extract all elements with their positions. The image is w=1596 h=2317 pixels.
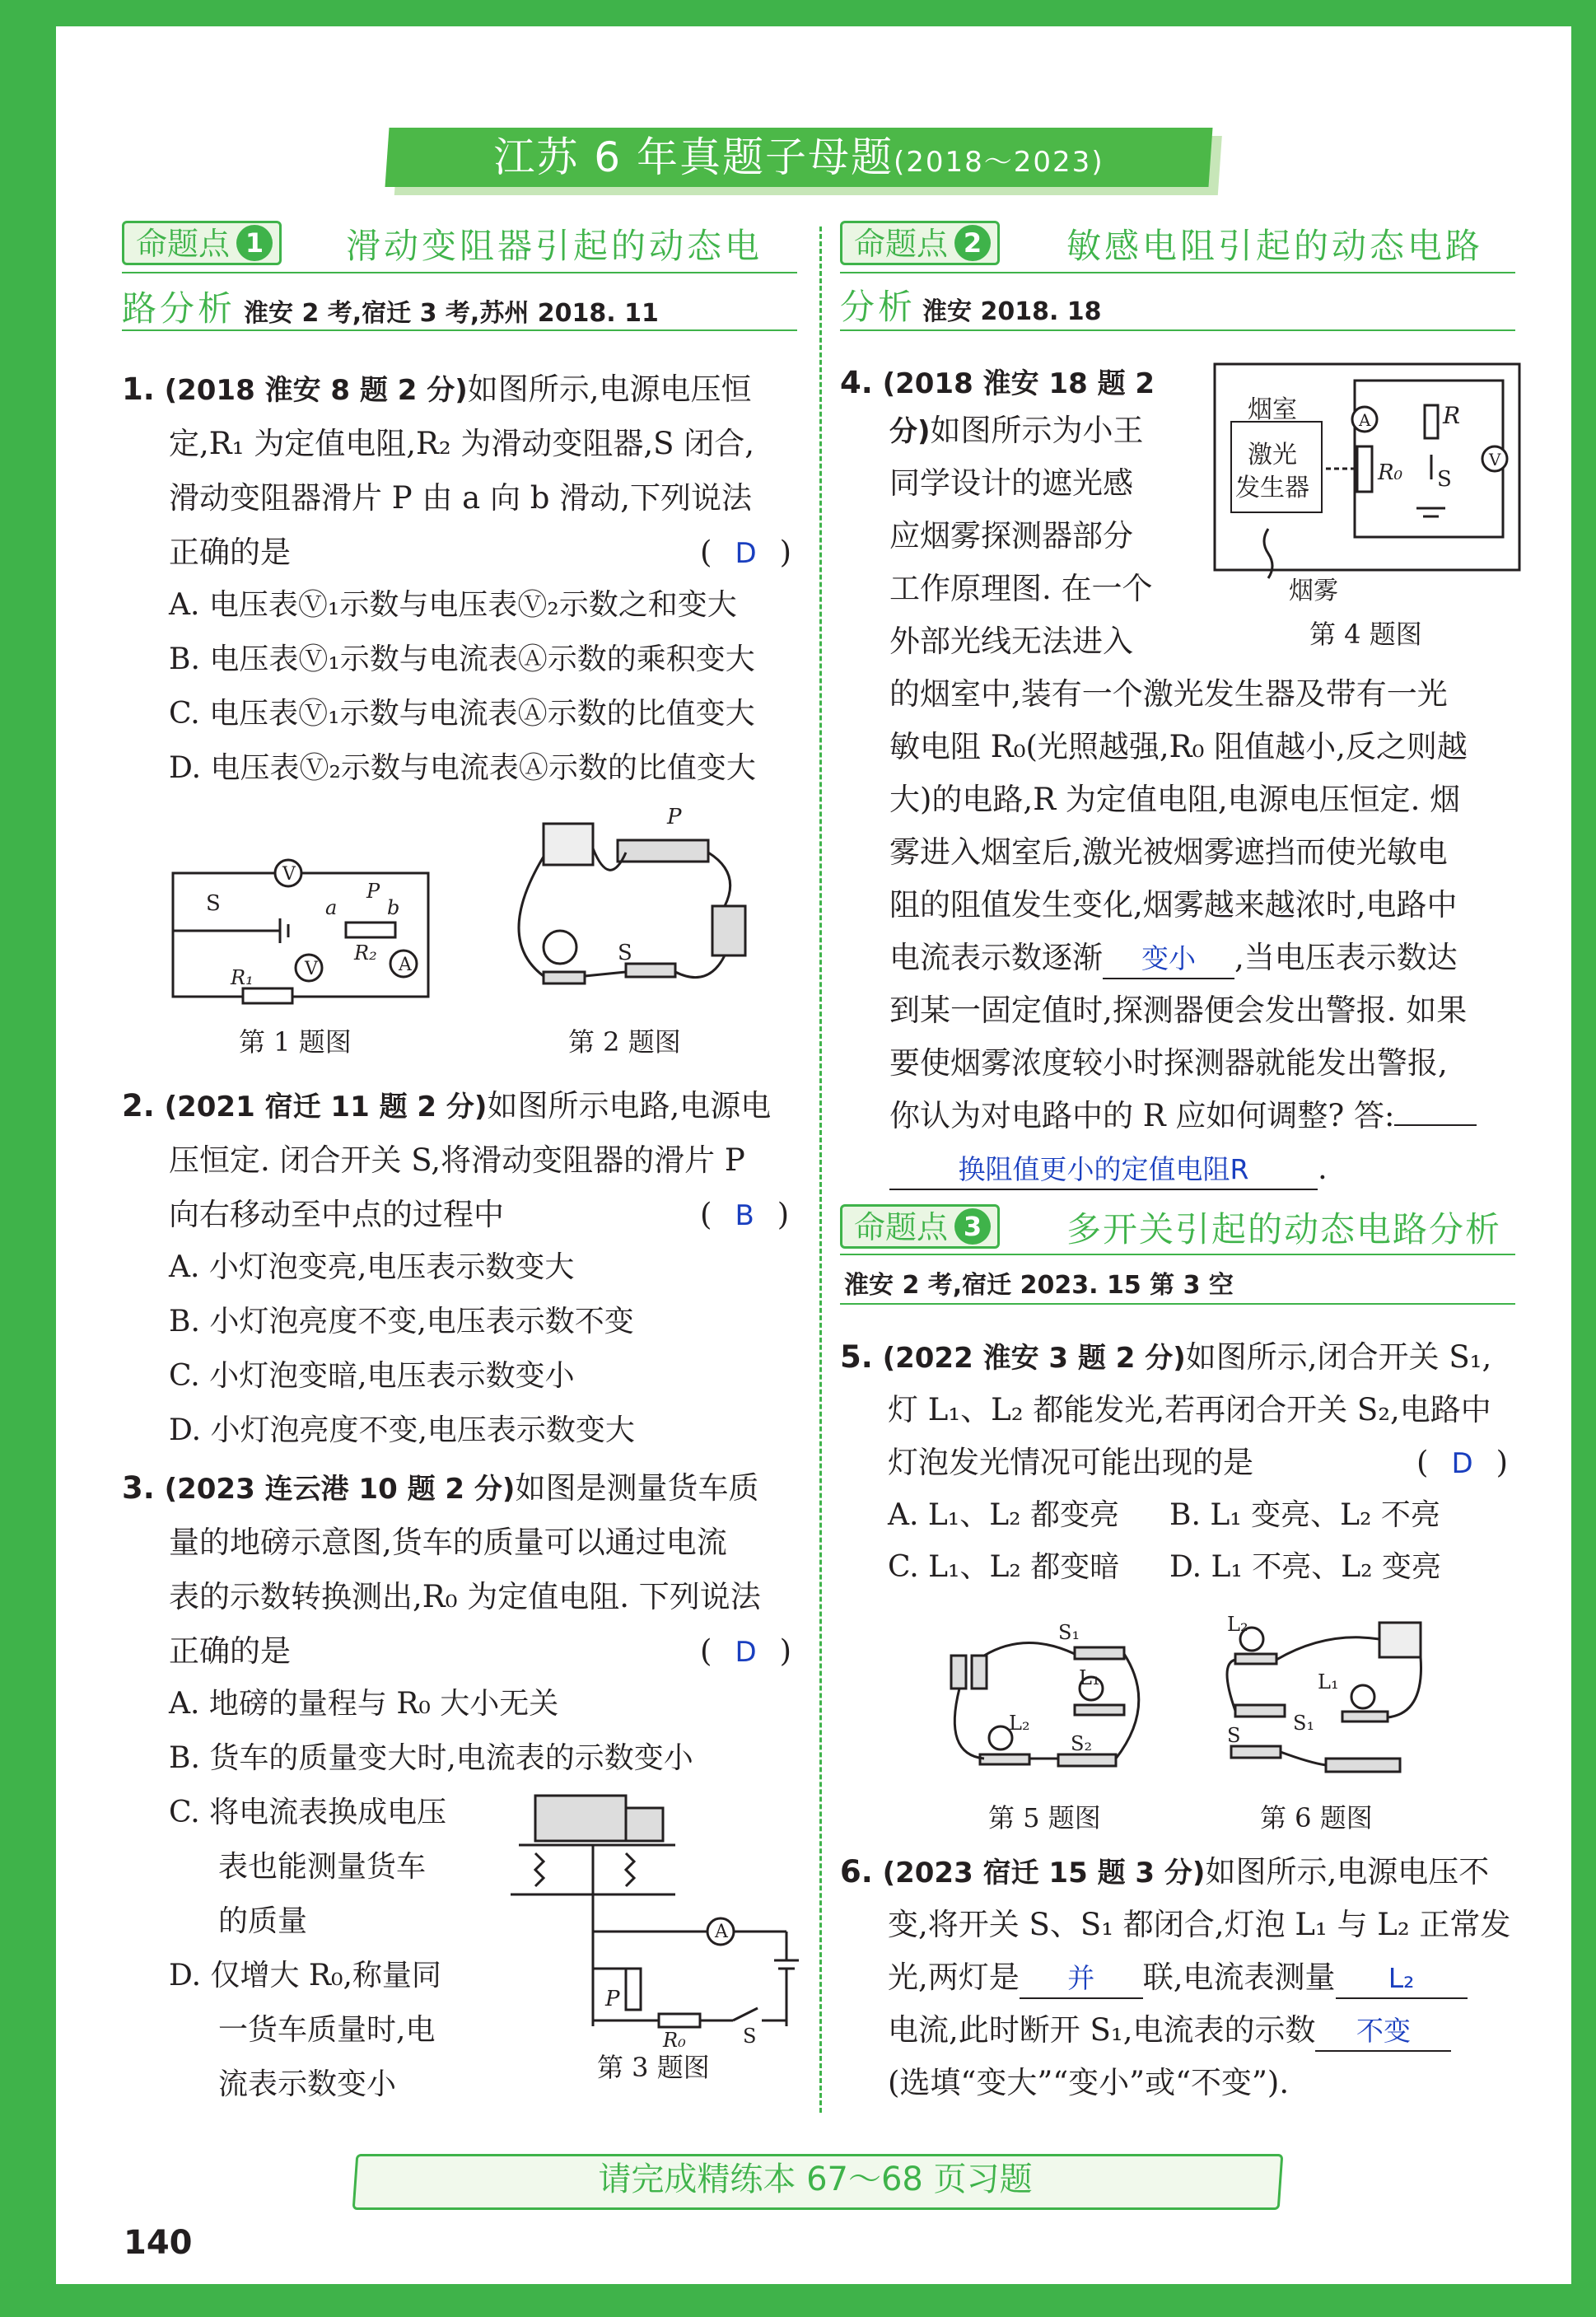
- q5-option-a: A. L₁、L₂ 都变亮: [888, 1498, 1120, 1532]
- q3-option-c-line2: 表也能测量货车: [218, 1850, 427, 1884]
- topic-tag-2: [840, 221, 1000, 265]
- topic-2-title-line2: 分析: [840, 287, 917, 327]
- svg-text:S: S: [618, 941, 632, 965]
- topic-number: 1: [236, 225, 273, 261]
- topic-2-subtitle: 淮安 2018. 18: [922, 297, 1102, 326]
- q1-option-d: D. 电压表Ⓥ₂示数与电流表Ⓐ示数的比值变大: [169, 751, 756, 785]
- question-4-line13: 要使烟雾浓度较小时探测器就能发出警报,: [889, 1045, 1448, 1081]
- svg-text:P: P: [605, 1987, 620, 2011]
- q1-option-c: C. 电压表Ⓥ₁示数与电流表Ⓐ示数的比值变大: [169, 697, 755, 731]
- question-text: 联,电流表测量: [1142, 1960, 1336, 1995]
- question-1-line3: 滑动变阻器滑片 P 由 a 向 b 滑动,下列说法: [169, 480, 752, 516]
- svg-text:P: P: [667, 805, 682, 829]
- question-6-line2: 变,将开关 S、S₁ 都闭合,灯泡 L₁ 与 L₂ 正常发: [888, 1907, 1511, 1942]
- page-frame-top: [0, 0, 1596, 26]
- q1-option-a: A. 电压表Ⓥ₁示数与电压表Ⓥ₂示数之和变大: [169, 588, 737, 622]
- topic-tag-label: 命题点: [136, 226, 231, 262]
- topic-3-title: 多开关引起的动态电路分析: [1066, 1209, 1502, 1250]
- question-number: 4.: [840, 365, 873, 400]
- question-text: 如图所示为小王: [930, 413, 1144, 448]
- q2-option-c: C. 小灯泡变暗,电压表示数变小: [169, 1359, 575, 1393]
- figure-4-caption: 第 4 题图: [1309, 619, 1422, 650]
- q3-option-d-line2: 一货车质量时,电: [218, 2013, 436, 2047]
- topic-3-subtitle: 淮安 2 考,宿迁 2023. 15 第 3 空: [844, 1271, 1234, 1300]
- answer-blank-2: 换阻值更小的定值电阻R: [889, 1151, 1318, 1190]
- answer-5: ( D ): [1416, 1445, 1509, 1480]
- question-5: [840, 1330, 1524, 1385]
- topic-1-subtitle: 淮安 2 考,宿迁 3 考,苏州 2018. 11: [244, 299, 659, 328]
- svg-text:P: P: [366, 880, 380, 903]
- question-source: (2023 连云港 10 题 2 分): [164, 1473, 516, 1506]
- q3-option-a: A. 地磅的量程与 R₀ 大小无关: [169, 1687, 559, 1721]
- answer-1: ( D ): [700, 535, 792, 570]
- question-number: 5.: [840, 1339, 873, 1375]
- q3-option-c-line3: 的质量: [218, 1904, 308, 1938]
- question-4-line11: [889, 931, 1532, 985]
- svg-text:L₁: L₁: [1079, 1666, 1100, 1689]
- answer-3: ( D ): [700, 1633, 792, 1669]
- q5-option-b: B. L₁ 变亮、L₂ 不亮: [1169, 1498, 1440, 1532]
- q5-option-d: D. L₁ 不亮、L₂ 变亮: [1169, 1550, 1442, 1584]
- question-source: (2023 宿迁 15 题 3 分): [882, 1857, 1206, 1890]
- figure-3-caption: 第 3 题图: [597, 2052, 710, 2083]
- q5-option-c: C. L₁、L₂ 都变暗: [888, 1550, 1120, 1584]
- title-main: 江苏 6 年真题子母题: [493, 133, 894, 181]
- figure-6-caption: 第 6 题图: [1260, 1802, 1373, 1834]
- question-2-line2: 压恒定. 闭合开关 S,将滑动变阻器的滑片 P: [169, 1142, 745, 1178]
- figure-5-circuit-photo: [935, 1623, 1157, 1782]
- q1-option-b: B. 电压表Ⓥ₁示数与电流表Ⓐ示数的乘积变大: [169, 642, 755, 676]
- answer-value: D: [1451, 1447, 1473, 1480]
- question-source: (2018 淮安 8 题 2 分): [164, 374, 468, 407]
- svg-text:S: S: [1227, 1724, 1241, 1747]
- q2-option-d: D. 小灯泡亮度不变,电压表示数变大: [169, 1413, 635, 1447]
- svg-text:a: a: [325, 896, 338, 919]
- question-text: 如图所示,电源电压不: [1205, 1854, 1490, 1890]
- topic-tag-1: [122, 221, 282, 265]
- page-number: 140: [124, 2224, 193, 2262]
- q3-option-c: C. 将电流表换成电压: [169, 1796, 447, 1829]
- topic-tag-3: [840, 1204, 1000, 1249]
- page-frame-bottom: [0, 2284, 1596, 2317]
- answer-blank-1: 并: [1020, 1960, 1143, 1999]
- fig4-label-laser1: 激光: [1248, 441, 1297, 469]
- topic-1-title-line2: 路分析: [122, 288, 236, 329]
- answer-value: B: [735, 1199, 754, 1232]
- question-text: 光,两灯是: [888, 1960, 1020, 1995]
- figure-2-circuit-photo: [494, 807, 766, 1008]
- topic-number: 2: [954, 225, 991, 261]
- question-2-line3: 向右移动至中点的过程中: [169, 1197, 504, 1232]
- topic-2-title: 敏感电阻引起的动态电路: [1066, 226, 1484, 266]
- question-4-line3: 应烟雾探测器部分: [889, 518, 1133, 554]
- question-6-line5: (选填“变大”“变小”或“不变”).: [888, 2065, 1290, 2100]
- question-4: [840, 356, 1202, 411]
- svg-text:V: V: [305, 959, 318, 979]
- topic-3-rule: [840, 1254, 1515, 1255]
- question-6-line3: [888, 1950, 1538, 2005]
- question-3-line4: 正确的是: [169, 1633, 291, 1669]
- svg-text:S₂: S₂: [1071, 1732, 1093, 1755]
- answer-blank-2-start: [1394, 1124, 1477, 1126]
- svg-text:R₀: R₀: [663, 2029, 686, 2052]
- topic-2-rule2: [840, 329, 1515, 331]
- topic-number: 3: [954, 1208, 991, 1245]
- svg-text:R₁: R₁: [231, 966, 254, 989]
- question-4-line8: 大)的电路,R 为定值电阻,电源电压恒定. 烟: [889, 782, 1461, 817]
- answer-blank-3: 不变: [1315, 2012, 1451, 2052]
- question-4-line5: 外部光线无法进入: [889, 624, 1133, 659]
- question-text: 电流,此时断开 S₁,电流表的示数: [888, 2012, 1316, 2048]
- question-source: (2018 淮安 18 题 2: [882, 367, 1155, 400]
- question-3-line3: 表的示数转换测出,R₀ 为定值电阻. 下列说法: [169, 1579, 761, 1614]
- question-1-line2: 定,R₁ 为定值电阻,R₂ 为滑动变阻器,S 闭合,: [169, 426, 755, 461]
- svg-text:S: S: [206, 891, 221, 916]
- question-text: 电流表示数逐渐: [889, 940, 1103, 975]
- question-number: 6.: [840, 1854, 873, 1890]
- svg-text:R₂: R₂: [354, 941, 377, 965]
- question-4-line4: 工作原理图. 在一个: [889, 571, 1153, 606]
- question-1-line4: 正确的是: [169, 535, 291, 570]
- svg-text:S₁: S₁: [1293, 1712, 1315, 1735]
- question-4-line1: [889, 404, 1202, 459]
- q3-option-d: D. 仅增大 R₀,称量同: [169, 1959, 441, 1992]
- svg-text:A: A: [715, 1922, 728, 1942]
- fig4-label-r: R: [1443, 402, 1461, 429]
- topic-tag-label: 命题点: [854, 1209, 949, 1245]
- question-4-line14: [889, 1089, 1532, 1143]
- question-2: [122, 1079, 805, 1134]
- question-5-line2: 灯 L₁、L₂ 都能发光,若再闭合开关 S₂,电路中: [888, 1392, 1491, 1427]
- question-4-line9: 雾进入烟室后,激光被烟雾遮挡而使光敏电: [889, 834, 1448, 870]
- question-4-line12: 到某一固定值时,探测器便会发出警报. 如果: [889, 993, 1468, 1028]
- question-source: (2022 淮安 3 题 2 分): [882, 1342, 1186, 1375]
- q2-option-b: B. 小灯泡亮度不变,电压表示数不变: [169, 1305, 634, 1338]
- page-frame-left: [0, 0, 56, 2317]
- figure-6-circuit-photo: [1219, 1614, 1433, 1782]
- fig4-label-room: 烟室: [1248, 395, 1297, 424]
- topic-2-rule: [840, 272, 1515, 273]
- title-years: (2018～2023): [894, 146, 1104, 179]
- fig4-label-smoke: 烟雾: [1289, 577, 1338, 605]
- fig4-label-r0: R₀: [1378, 460, 1402, 485]
- figure-3-weighbridge: [511, 1796, 815, 2052]
- answer-value: D: [735, 537, 757, 570]
- topic-1-rule2: [122, 329, 797, 331]
- svg-text:V: V: [282, 864, 296, 885]
- question-text: 如图所示,闭合开关 S₁,: [1185, 1339, 1492, 1375]
- answer-blank-2: L₂: [1336, 1960, 1468, 1999]
- question-number: 3.: [122, 1470, 155, 1506]
- svg-text:L₂: L₂: [1009, 1712, 1030, 1735]
- question-3-line2: 量的地磅示意图,货车的质量可以通过电流: [169, 1525, 727, 1560]
- question-4-line7: 敏电阻 R₀(光照越强,R₀ 阻值越小,反之则越: [889, 729, 1468, 764]
- q3-option-b: B. 货车的质量变大时,电流表的示数变小: [169, 1741, 693, 1775]
- figure-1-circuit: [165, 848, 436, 1016]
- svg-text:V: V: [1489, 450, 1501, 469]
- question-number: 1.: [122, 371, 155, 407]
- figure-2-caption: 第 2 题图: [568, 1026, 681, 1058]
- figure-4-smoke-detector: [1211, 364, 1524, 605]
- question-4-line6: 的烟室中,装有一个激光发生器及带有一光: [889, 676, 1448, 712]
- question-text: 如图是测量货车质: [515, 1470, 759, 1506]
- question-4-line2: 同学设计的遮光感: [889, 465, 1133, 501]
- column-divider: [819, 227, 822, 2113]
- question-source-cont: 分): [889, 415, 931, 448]
- fig4-label-laser2: 发生器: [1235, 474, 1309, 502]
- q2-option-a: A. 小灯泡变亮,电压表示数变大: [169, 1250, 575, 1284]
- answer-blank-1: 变小: [1103, 940, 1234, 979]
- svg-text:L₂: L₂: [1227, 1613, 1248, 1636]
- figure-5-caption: 第 5 题图: [988, 1802, 1101, 1834]
- question-4-line10: 阻的阻值发生变化,烟雾越来越浓时,电路中: [889, 887, 1458, 923]
- question-text: 如图所示电路,电源电: [487, 1088, 772, 1123]
- fig4-label-s: S: [1437, 467, 1452, 492]
- question-text: ,当电压表示数达: [1234, 940, 1458, 975]
- question-5-line3: 灯泡发光情况可能出现的是: [888, 1445, 1253, 1480]
- question-source: (2021 宿迁 11 题 2 分): [164, 1091, 488, 1123]
- question-1: [122, 362, 805, 418]
- svg-text:S₁: S₁: [1058, 1621, 1080, 1644]
- question-6-line4: [888, 2003, 1538, 2058]
- footer-text: 请完成精练本 67～68 页习题: [598, 2161, 1033, 2198]
- answer-value: D: [735, 1636, 757, 1669]
- answer-2: ( B ): [700, 1197, 790, 1232]
- svg-text:A: A: [1359, 410, 1371, 430]
- page-title: [387, 128, 1211, 187]
- topic-1-title: 滑动变阻器引起的动态电: [346, 226, 763, 266]
- page-frame-right: [1571, 0, 1596, 2317]
- svg-text:L₁: L₁: [1318, 1670, 1339, 1693]
- question-number: 2.: [122, 1088, 155, 1123]
- topic-1-rule: [122, 272, 797, 273]
- question-4-line15: 换阻值更小的定值电阻R .: [889, 1142, 1328, 1196]
- svg-text:S: S: [743, 2025, 757, 2048]
- question-text: 如图所示,电源电压恒: [467, 371, 752, 407]
- question-text: 你认为对电路中的 R 应如何调整? 答:: [889, 1098, 1395, 1133]
- q3-option-d-line3: 流表示数变小: [218, 2067, 397, 2101]
- topic-tag-label: 命题点: [854, 226, 949, 262]
- question-3: [122, 1461, 805, 1516]
- question-6: [840, 1845, 1524, 1900]
- figure-1-caption: 第 1 题图: [239, 1026, 352, 1058]
- svg-text:b: b: [387, 896, 400, 919]
- svg-text:A: A: [399, 955, 412, 975]
- topic-3-rule2: [840, 1303, 1515, 1305]
